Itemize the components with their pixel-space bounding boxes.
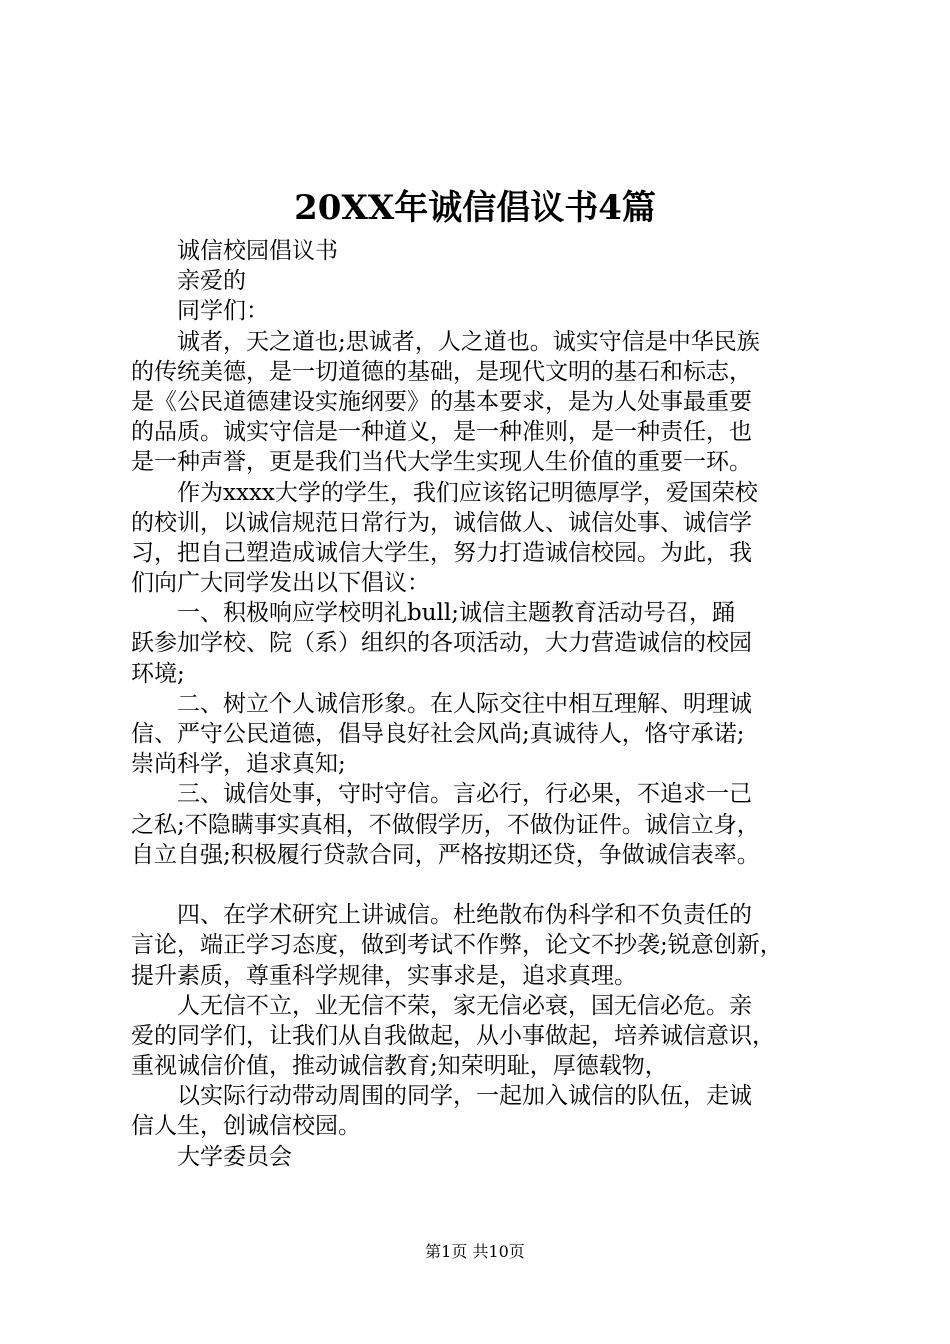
body-line: 的校训，以诚信规范日常行为，诚信做人、诚信处事、诚信学: [131, 509, 752, 536]
body-line: 人无信不立，业无信不荣，家无信必衰，国无信必危。亲: [177, 992, 752, 1019]
body-line: 爱的同学们，让我们从自我做起，从小事做起，培养诚信意识，: [131, 1022, 775, 1049]
body-line: 诚者，天之道也;思诚者，人之道也。诚实守信是中华民族: [177, 328, 760, 355]
document-title: 20XX年诚信倡议书4篇: [294, 188, 656, 228]
body-line: 习，把自己塑造成诚信大学生，努力打造诚信校园。为此，我: [131, 539, 752, 566]
page-footer: 第1页 共10页: [425, 1242, 525, 1261]
body-line: 提升素质，尊重科学规律，实事求是，追求真理。: [131, 962, 637, 989]
body-line: 崇尚科学，追求真知;: [131, 751, 346, 778]
body-line: 二、树立个人诚信形象。在人际交往中相互理解、明理诚: [177, 690, 752, 717]
body-line: 大学委员会: [177, 1143, 292, 1170]
body-line: 跃参加学校、院（系）组织的各项活动，大力营造诚信的校园: [131, 630, 752, 657]
document-body: [131, 236, 831, 1172]
body-line: 三、诚信处事，守时守信。言必行，行必果，不追求一己: [177, 781, 752, 808]
body-line: 信人生，创诚信校园。: [131, 1113, 361, 1140]
body-line: 的传统美德，是一切道德的基础，是现代文明的基石和标志，: [131, 358, 752, 385]
body-line: 四、在学术研究上讲诚信。杜绝散布伪科学和不负责任的: [177, 902, 752, 929]
body-line: 重视诚信价值，推动诚信教育;知荣明耻，厚德载物，: [131, 1053, 668, 1080]
body-line: [131, 870, 831, 900]
body-line: 作为xxxx大学的学生，我们应该铭记明德厚学，爱国荣校: [177, 479, 758, 506]
body-line: 环境;: [131, 660, 185, 687]
body-line: 言论，端正学习态度，做到考试不作弊，论文不抄袭;锐意创新，: [131, 932, 783, 959]
body-line: 们向广大同学发出以下倡议：: [131, 570, 430, 597]
body-line: 之私;不隐瞒事实真相，不做假学历，不做伪证件。诚信立身，: [131, 811, 760, 838]
body-line: 是《公民道德建设实施纲要》的基本要求，是为人处事最重要: [131, 388, 752, 415]
body-line: 自立自强;积极履行贷款合同，严格按期还贷，争做诚信表率。: [131, 841, 760, 868]
body-line: 的品质。诚实守信是一种道义，是一种准则，是一种责任，也: [131, 419, 752, 446]
body-line: 信、严守公民道德，倡导良好社会风尚;真诚待人，恪守承诺;: [131, 721, 745, 747]
body-line: 亲爱的: [177, 268, 246, 295]
body-line: 诚信校园倡议书: [177, 238, 338, 264]
body-line: 是一种声誉，更是我们当代大学生实现人生价值的重要一环。: [131, 449, 752, 476]
body-line: 同学们：: [177, 298, 269, 325]
body-line: 一、积极响应学校明礼bull;诚信主题教育活动号召，踊: [177, 600, 735, 627]
body-line: 以实际行动带动周围的同学，一起加入诚信的队伍，走诚: [177, 1083, 752, 1110]
